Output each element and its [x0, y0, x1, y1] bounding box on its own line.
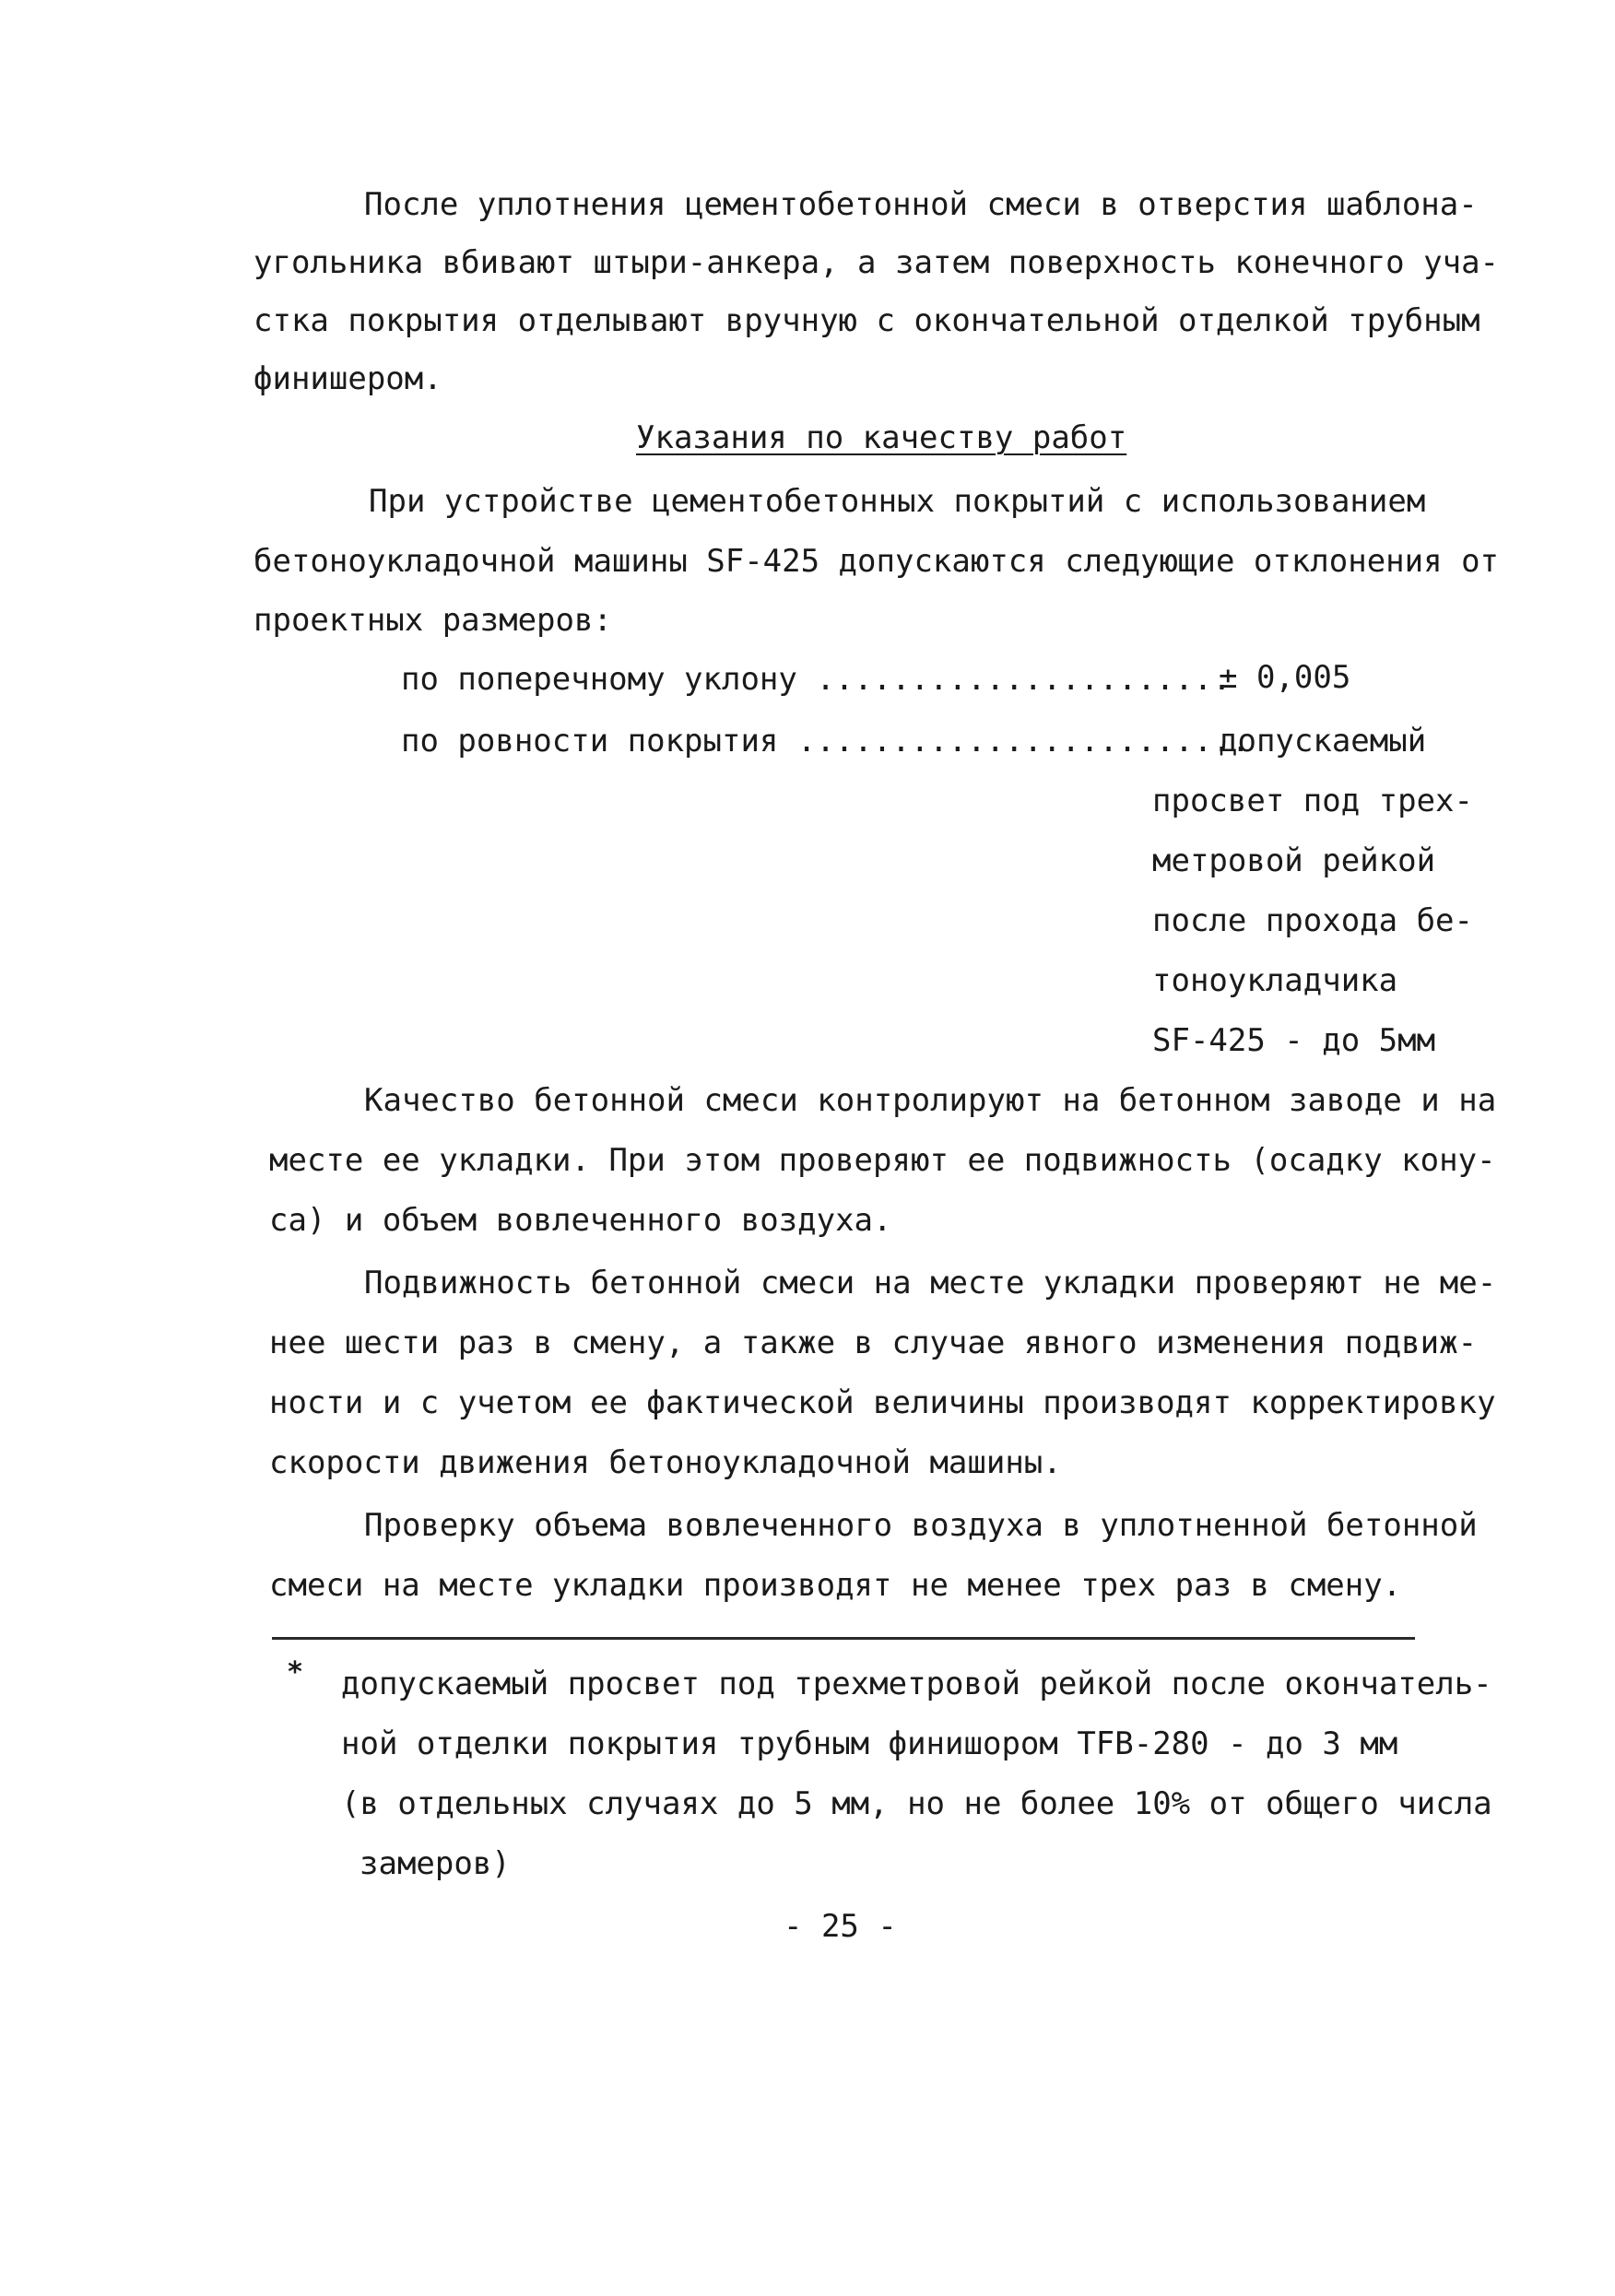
paragraph-3-line-3: са) и объем вовлеченного воздуха.: [269, 1202, 892, 1239]
paragraph-5-line-2: смеси на месте укладки производят не менее трех раз в смену.: [269, 1567, 1402, 1604]
tolerance-2-label: по ровности покрытия ........................: [401, 723, 1251, 759]
paragraph-2-line-1: При устройстве цементобетонных покрытий с использованием: [369, 483, 1426, 520]
footnote-line-2: ной отделки покрытия трубным финишором TFB-280 - до 3 мм: [341, 1725, 1398, 1762]
page-number: - 25 -: [784, 1908, 897, 1945]
tolerance-1-label: по поперечному уклону ......................: [401, 661, 1232, 698]
tolerance-2-value-line-1: допускаемый: [1219, 723, 1427, 759]
footnote-line-3: (в отдельных случаях до 5 мм, но не более 10% от общего числа: [341, 1785, 1492, 1822]
footnote-line-1: допускаемый просвет под трехметровой рейкой после окончатель-: [341, 1666, 1492, 1702]
tolerance-2-value-line-2: просвет под трех-: [1152, 783, 1473, 819]
paragraph-3-line-2: месте ее укладки. При этом проверяют ее подвижность (осадку кону-: [269, 1142, 1496, 1179]
paragraph-3-line-1: Качество бетонной смеси контролируют на бетонном заводе и на: [364, 1082, 1497, 1119]
paragraph-5-line-1: Проверку объема вовлеченного воздуха в уплотненной бетонной: [364, 1507, 1478, 1544]
paragraph-1-line-4: финишером.: [253, 360, 442, 397]
tolerance-2-value-line-5: тоноукладчика: [1152, 962, 1398, 999]
paragraph-2-line-3: проектных размеров:: [253, 602, 612, 639]
footnote-mark: *: [287, 1656, 304, 1689]
paragraph-1-line-2: угольника вбивают штыри-анкера, а затем поверхность конечного уча-: [253, 244, 1500, 281]
paragraph-1-line-1: После уплотнения цементобетонной смеси в отверстия шаблона-: [364, 186, 1478, 223]
tolerance-2-value-line-4: после прохода бе-: [1152, 902, 1473, 939]
section-heading: Указания по качеству работ: [636, 419, 1127, 456]
tolerance-1-value: ± 0,005: [1219, 659, 1351, 696]
paragraph-4-line-4: скорости движения бетоноукладочной машины.: [269, 1444, 1062, 1481]
tolerance-2-value-line-6: SF-425 - до 5мм: [1152, 1022, 1436, 1059]
paragraph-4-line-1: Подвижность бетонной смеси на месте укладки проверяют не ме-: [364, 1265, 1497, 1301]
footnote-divider: [272, 1637, 1415, 1640]
paragraph-4-line-2: нее шести раз в смену, а также в случае явного изменения подвиж-: [269, 1325, 1478, 1361]
footnote-line-4: замеров): [360, 1845, 511, 1882]
tolerance-2-value-line-3: метровой рейкой: [1152, 842, 1436, 879]
paragraph-2-line-2: бетоноукладочной машины SF-425 допускаются следующие отклонения от: [253, 543, 1500, 580]
paragraph-1-line-3: стка покрытия отделывают вручную с окончательной отделкой трубным: [253, 302, 1480, 339]
paragraph-4-line-3: ности и с учетом ее фактической величины производят корректировку: [269, 1384, 1496, 1421]
